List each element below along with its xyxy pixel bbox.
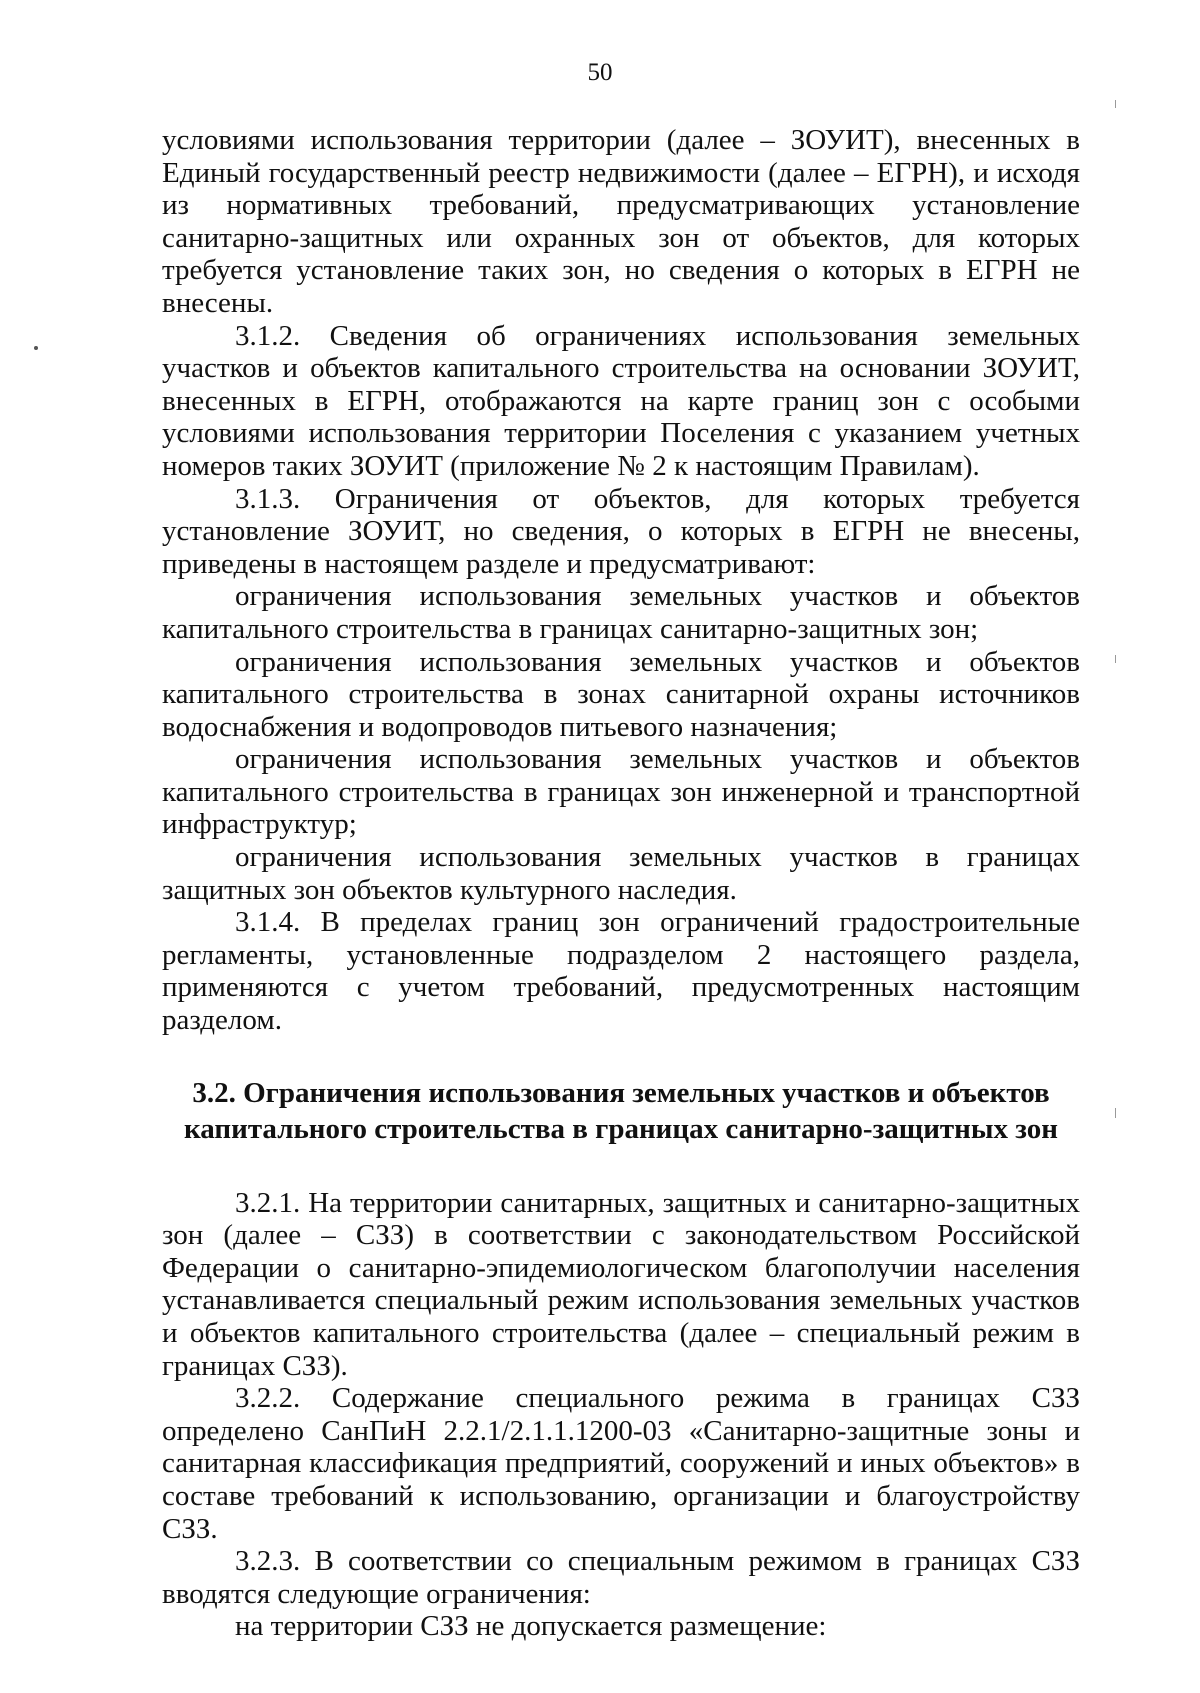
paragraph-continuation: условиями использования территории (далее – ЗОУИТ), внесенных в Единый государственный реестр недвижимости (далее – ЕГРН), и исходя из нормативных требований, предусматривающих установление санитарно-защитных или охранных зон от объектов, для которых требуется установление таких зон, но сведения о которых в ЕГРН не внесены.	[162, 124, 1080, 319]
paragraph-3-2-3: 3.2.3. В соответствии со специальным режимом в границах СЗЗ вводятся следующие ограничения:	[162, 1545, 1080, 1610]
paragraph-3-2-2: 3.2.2. Содержание специального режима в границах СЗЗ определено СанПиН 2.2.1/2.1.1.1200-03 «Санитарно-защитные зоны и санитарная классификация предприятий, сооружений и иных объектов» в составе требований к использованию, организации и благоустройству СЗЗ.	[162, 1382, 1080, 1545]
paragraph-3-1-3: 3.1.3. Ограничения от объектов, для которых требуется установление ЗОУИТ, но сведения, о которых в ЕГРН не внесены, приведены в настоящем разделе и предусматривают:	[162, 482, 1080, 580]
list-item-restriction: ограничения использования земельных участков и объектов капитального строительства в границах санитарно-защитных зон;	[162, 580, 1080, 645]
scan-speck	[34, 346, 38, 350]
list-item-restriction: ограничения использования земельных участков и объектов капитального строительства в зонах санитарной охраны источников водоснабжения и водопроводов питьевого назначения;	[162, 645, 1080, 743]
document-body	[162, 124, 1080, 1643]
scan-mark	[1115, 1108, 1116, 1118]
list-item-restriction: ограничения использования земельных участков и объектов капитального строительства в границах зон инженерной и транспортной инфраструктур;	[162, 743, 1080, 841]
paragraph-3-1-4: 3.1.4. В пределах границ зон ограничений градостроительные регламенты, установленные подразделом 2 настоящего раздела, применяются с учетом требований, предусмотренных настоящим разделом.	[162, 906, 1080, 1037]
scan-mark	[1115, 655, 1116, 663]
paragraph-3-2-1: 3.2.1. На территории санитарных, защитных и санитарно-защитных зон (далее – СЗЗ) в соответствии с законодательством Российской Федерации о санитарно-эпидемиологическом благополучии населения устанавливается специальный режим использования земельных участков и объектов капитального строительства (далее – специальный режим в границах СЗЗ).	[162, 1186, 1080, 1382]
scan-mark	[1115, 100, 1116, 108]
paragraph-3-1-2: 3.1.2. Сведения об ограничениях использования земельных участков и объектов капитального строительства на основании ЗОУИТ, внесенных в ЕГРН, отображаются на карте границ зон с особыми условиями использования территории Поселения с указанием учетных номеров таких ЗОУИТ (приложение № 2 к настоящим Правилам).	[162, 319, 1080, 482]
section-heading-3-2: 3.2. Ограничения использования земельных участков и объектов капитального строительства в границах санитарно-защитных зон	[184, 1076, 1058, 1145]
paragraph-szz-placement: на территории СЗЗ не допускается размещение:	[235, 1610, 827, 1643]
list-item-restriction: ограничения использования земельных участков в границах защитных зон объектов культурного наследия.	[162, 841, 1080, 906]
page-number: 50	[587, 59, 613, 86]
